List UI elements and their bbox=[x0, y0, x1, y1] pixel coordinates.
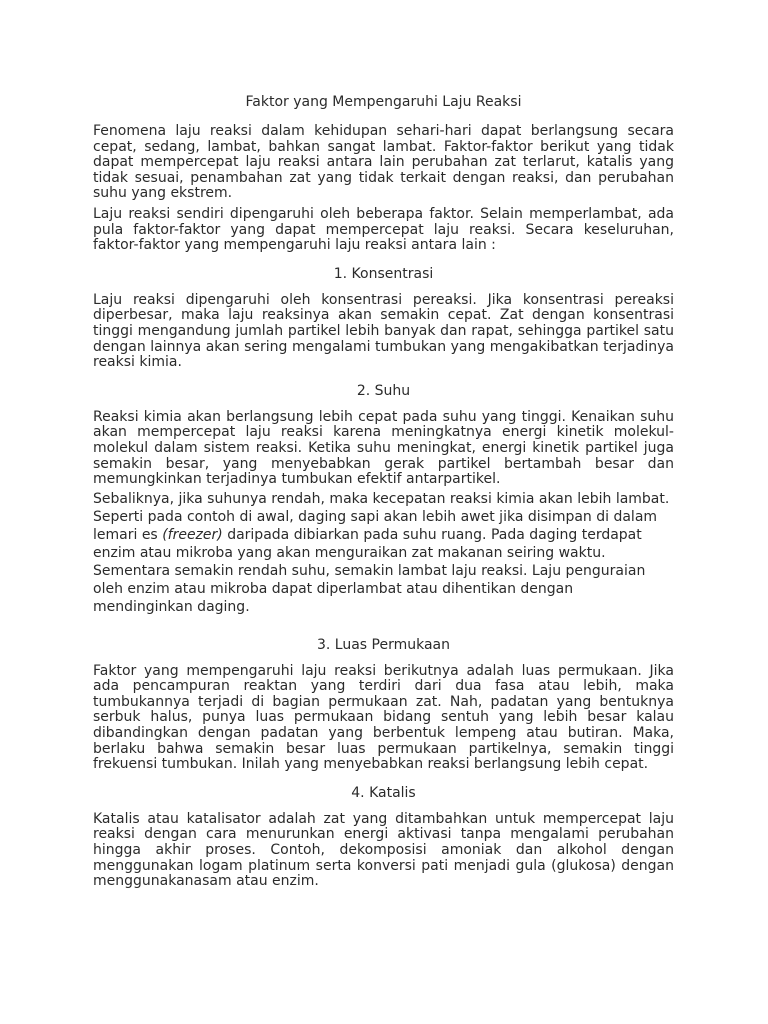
document-title: Faktor yang Mempengaruhi Laju Reaksi bbox=[245, 94, 522, 110]
suhu-paragraph-2-emphasis: (freezer) bbox=[162, 526, 223, 543]
konsentrasi-paragraph: Laju reaksi dipengaruhi oleh konsentrasi pereaksi. Jika konsentrasi pereaksi diperbesar, maka laju reaksinya akan semakin cepat. Zat dengan konsentrasi tinggi mengandung jumlah partikel lebih banyak dan rapat, sehingga partikel satu dengan lainnya akan sering mengalami tumbukan yang mengakibatkan terjadinya reaksi kimia. bbox=[93, 291, 674, 371]
intro-paragraph-2: Laju reaksi sendiri dipengaruhi oleh beberapa faktor. Selain memperlambat, ada pula faktor-faktor yang dapat mempercepat laju reaksi. Secara keseluruhan, faktor-faktor yang mempengaruhi laju reaksi antara lain : bbox=[93, 205, 674, 254]
section-heading-konsentrasi: 1. Konsentrasi bbox=[333, 265, 434, 282]
suhu-paragraph-2-text-b: daripada dibiarkan pada suhu ruang. Pada daging terdapat enzim atau mikroba yang akan menguraikan zat makanan seiring waktu. Sementara semakin rendah suhu, semakin lambat laju reaksi. Laju penguraian oleh enzim atau mikroba dapat diperlambat atau dihentikan dengan mendinginkan daging. bbox=[93, 526, 646, 615]
section-heading-suhu: 2. Suhu bbox=[356, 382, 411, 399]
suhu-paragraph-2-text-a: Sebaliknya, jika suhunya rendah, maka kecepatan reaksi kimia akan lebih lambat. Seperti pada contoh di awal, daging sapi akan lebih awet jika disimpan di dalam lemari es bbox=[93, 490, 670, 543]
suhu-paragraph-1: Reaksi kimia akan berlangsung lebih cepat pada suhu yang tinggi. Kenaikan suhu akan mempercepat laju reaksi karena meningkatnya energi kinetik molekul-molekul dalam sistem reaksi. Ketika suhu meningkat, energi kinetik partikel juga semakin besar, yang menyebabkan gerak partikel bertambah besar dan memungkinkan terjadinya tumbukan efektif antarpartikel. bbox=[93, 408, 674, 488]
document-page bbox=[93, 93, 674, 890]
section-heading-katalis: 4. Katalis bbox=[351, 784, 416, 801]
luas-permukaan-paragraph: Faktor yang mempengaruhi laju reaksi berikutnya adalah luas permukaan. Jika ada pencampuran reaktan yang terdiri dari dua fasa atau lebih, maka tumbukannya terjadi di bagian permukaan zat. Nah, padatan yang bentuknya serbuk halus, punya luas permukaan bidang sentuh yang lebih besar kalau dibandingkan dengan padatan yang berbentuk lempeng atau butiran. Maka, berlaku bahwa semakin besar luas permukaan partikelnya, semakin tinggi frekuensi tumbukan. Inilah yang menyebabkan reaksi berlangsung lebih cepat. bbox=[93, 662, 674, 773]
katalis-paragraph: Katalis atau katalisator adalah zat yang ditambahkan untuk mempercepat laju reaksi dengan cara menurunkan energi aktivasi tanpa mengalami perubahan hingga akhir proses. Contoh, dekomposisi amoniak dan alkohol dengan menggunakan logam platinum serta konversi pati menjadi gula (glukosa) dengan menggunakanasam atau enzim. bbox=[93, 810, 674, 890]
intro-paragraph-1: Fenomena laju reaksi dalam kehidupan sehari-hari dapat berlangsung secara cepat, sedang, lambat, bahkan sangat lambat. Faktor-faktor berikut yang tidak dapat mempercepat laju reaksi antara lain perubahan zat terlarut, katalis yang tidak sesuai, penambahan zat yang tidak terkait dengan reaksi, dan perubahan suhu yang ekstrem. bbox=[93, 123, 674, 202]
suhu-paragraph-2 bbox=[93, 490, 674, 616]
section-heading-luas-permukaan: 3. Luas Permukaan bbox=[316, 636, 451, 653]
